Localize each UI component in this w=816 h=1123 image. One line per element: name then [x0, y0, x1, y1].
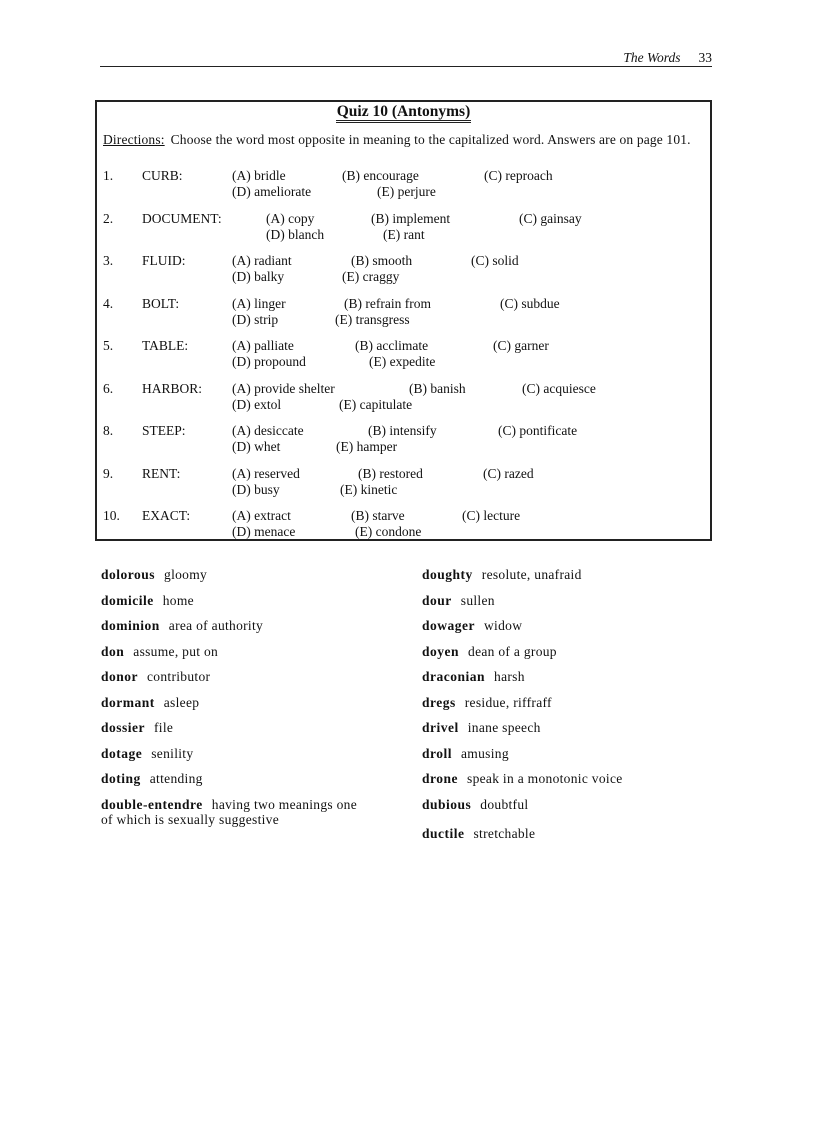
question-6: [103, 381, 706, 415]
directions-label: Directions:: [103, 132, 165, 147]
choice-b: (B) acclimate: [355, 338, 429, 353]
definition-meaning: file: [154, 720, 174, 735]
choice-d: (D) extol: [232, 397, 282, 412]
definition-term: drivel: [422, 720, 459, 735]
question-number: 2.: [103, 211, 114, 226]
choice-b: (B) smooth: [351, 253, 413, 268]
choice-b: (B) starve: [351, 508, 405, 523]
definition-entry: [422, 720, 722, 736]
choice-e: (E) capitulate: [339, 397, 413, 412]
quiz-box: [95, 100, 712, 541]
running-header: [100, 50, 712, 67]
definition-meaning: doubtful: [480, 796, 529, 812]
definition-meaning: harsh: [494, 669, 525, 684]
choice-a: (A) linger: [232, 296, 286, 311]
definition-term: dour: [422, 592, 452, 608]
definition-term: donor: [101, 669, 139, 684]
definition-entry: [101, 797, 363, 828]
question-word: TABLE:: [142, 338, 189, 353]
choice-e: (E) hamper: [336, 439, 398, 454]
choice-a: (A) copy: [266, 211, 315, 226]
definition-term: dubious: [422, 796, 472, 812]
definition-entry: [422, 669, 722, 685]
definition-meaning: sullen: [460, 592, 495, 608]
definition-term: dominion: [101, 618, 160, 633]
definition-entry: [101, 695, 363, 711]
choice-b: (B) implement: [371, 211, 451, 226]
choice-a: (A) palliate: [232, 338, 294, 353]
definition-term: drone: [422, 771, 459, 786]
definition-meaning: resolute, unafraid: [481, 567, 582, 582]
definition-meaning: dean of a group: [468, 643, 557, 659]
definition-term: don: [101, 643, 125, 659]
question-number: 3.: [103, 253, 114, 268]
choice-a: (A) radiant: [232, 253, 292, 268]
definition-term: dolorous: [101, 567, 156, 582]
question-1: [103, 168, 706, 202]
definition-entry: [422, 618, 722, 634]
definition-meaning: assume, put on: [133, 643, 219, 659]
question-number: 1.: [103, 168, 114, 183]
choice-b: (B) refrain from: [344, 296, 431, 311]
choice-e: (E) transgress: [335, 312, 410, 327]
definition-entry: [422, 695, 722, 711]
definition-meaning: area of authority: [168, 618, 264, 633]
choice-c: (C) garner: [493, 338, 549, 353]
definition-entry: [101, 720, 363, 736]
definition-meaning: inane speech: [467, 720, 541, 735]
choice-c: (C) razed: [483, 466, 534, 481]
choice-d: (D) blanch: [266, 227, 325, 242]
question-number: 9.: [103, 466, 114, 481]
choice-d: (D) strip: [232, 312, 279, 327]
definition-term: dotage: [101, 745, 143, 761]
choice-a: (A) desiccate: [232, 423, 304, 438]
choice-d: (D) balky: [232, 269, 285, 284]
question-5: [103, 338, 706, 372]
definition-term: dowager: [422, 618, 475, 633]
choice-c: (C) solid: [471, 253, 519, 268]
question-word: HARBOR:: [142, 381, 203, 396]
question-number: 5.: [103, 338, 114, 353]
definition-meaning: home: [162, 592, 194, 608]
definition-entry: [101, 669, 363, 685]
choice-a: (A) reserved: [232, 466, 300, 481]
definition-term: doting: [101, 771, 141, 786]
definition-meaning: widow: [484, 618, 523, 633]
definition-entry: [422, 826, 722, 842]
choice-c: (C) gainsay: [519, 211, 582, 226]
choice-a: (A) extract: [232, 508, 291, 523]
choice-c: (C) subdue: [500, 296, 560, 311]
choice-a: (A) bridle: [232, 168, 286, 183]
choice-a: (A) provide shelter: [232, 381, 335, 396]
quiz-directions: [103, 131, 706, 148]
question-word: DOCUMENT:: [142, 211, 222, 226]
definition-entry: [422, 746, 722, 762]
definition-term: double-entendre: [101, 796, 203, 812]
definition-meaning: attending: [149, 771, 203, 786]
definition-entry: [422, 771, 722, 787]
question-word: BOLT:: [142, 296, 180, 311]
definition-term: doyen: [422, 643, 460, 659]
question-4: [103, 296, 706, 330]
definition-meaning: contributor: [147, 669, 211, 684]
definition-entry: [101, 771, 363, 787]
definition-entry: [422, 797, 722, 813]
definition-entry: [101, 593, 363, 609]
question-number: 6.: [103, 381, 114, 396]
choice-d: (D) busy: [232, 482, 280, 497]
question-word: CURB:: [142, 168, 183, 183]
question-word: EXACT:: [142, 508, 191, 523]
definition-term: dossier: [101, 720, 145, 735]
question-9: [103, 508, 706, 542]
question-number: 8.: [103, 423, 114, 438]
page-number: 33: [698, 50, 712, 65]
choice-e: (E) craggy: [342, 269, 400, 284]
choice-c: (C) reproach: [484, 168, 553, 183]
definition-term: doughty: [422, 567, 473, 582]
definition-term: draconian: [422, 669, 486, 684]
choice-e: (E) condone: [355, 524, 422, 539]
definition-term: dormant: [101, 694, 155, 710]
definition-meaning: having two meanings one of which is sexually suggestive: [101, 796, 358, 827]
definition-term: dregs: [422, 694, 456, 710]
question-8: [103, 466, 706, 500]
definition-meaning: gloomy: [164, 567, 208, 582]
choice-c: (C) lecture: [462, 508, 521, 523]
definition-term: droll: [422, 745, 453, 761]
definition-meaning: speak in a monotonic voice: [467, 771, 623, 786]
choice-d: (D) whet: [232, 439, 281, 454]
definition-entry: [101, 618, 363, 634]
choice-c: (C) acquiesce: [522, 381, 596, 396]
question-number: 4.: [103, 296, 114, 311]
choice-b: (B) restored: [358, 466, 423, 481]
choice-e: (E) kinetic: [340, 482, 398, 497]
choice-d: (D) ameliorate: [232, 184, 312, 199]
question-7: [103, 423, 706, 457]
definition-meaning: senility: [151, 745, 194, 761]
question-word: RENT:: [142, 466, 181, 481]
choice-b: (B) banish: [409, 381, 466, 396]
question-2: [103, 211, 706, 245]
quiz-title: Quiz 10 (Antonyms): [336, 103, 471, 123]
directions-text: Choose the word most opposite in meaning to the capitalized word. Answers are on page 101.: [170, 132, 691, 147]
choice-d: (D) menace: [232, 524, 296, 539]
definition-entry: [101, 644, 363, 660]
definition-entry: [422, 567, 722, 583]
choice-c: (C) pontificate: [498, 423, 578, 438]
choice-b: (B) intensify: [368, 423, 437, 438]
running-title: The Words: [623, 50, 681, 65]
definition-entry: [422, 593, 722, 609]
choice-e: (E) perjure: [377, 184, 436, 199]
definition-meaning: asleep: [163, 694, 200, 710]
definition-meaning: stretchable: [473, 826, 536, 841]
choice-e: (E) rant: [383, 227, 425, 242]
definition-term: domicile: [101, 592, 154, 608]
definition-term: ductile: [422, 826, 465, 841]
question-number: 10.: [103, 508, 120, 523]
choice-d: (D) propound: [232, 354, 306, 369]
definition-entry: [422, 644, 722, 660]
definition-entry: [101, 746, 363, 762]
question-word: FLUID:: [142, 253, 186, 268]
definition-meaning: residue, riffraff: [464, 694, 552, 710]
choice-e: (E) expedite: [369, 354, 436, 369]
definition-entry: [101, 567, 363, 583]
question-3: [103, 253, 706, 287]
definition-meaning: amusing: [461, 745, 509, 761]
choice-b: (B) encourage: [342, 168, 419, 183]
question-word: STEEP:: [142, 423, 186, 438]
